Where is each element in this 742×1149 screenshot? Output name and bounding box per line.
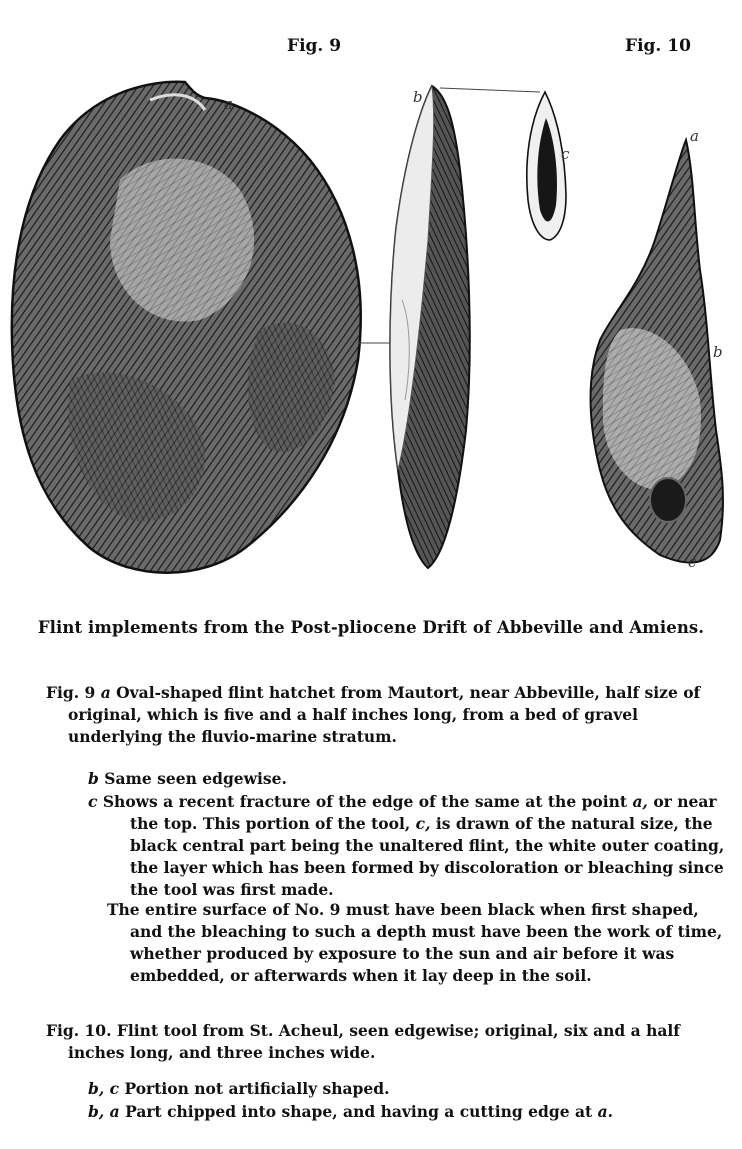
fig9-item-c-point-letter: a, — [632, 792, 648, 811]
fig9-letter-a: a — [224, 95, 233, 113]
fig9-item-c-tool-letter: c, — [415, 814, 431, 833]
fig10-text: Flint tool from St. Acheul, seen edgewise; original, six and a half inches long, and three inches wide. — [68, 1021, 680, 1062]
fig10-flint-tool-drawing — [591, 140, 723, 563]
fig9-text: Oval-shaped flint hatchet from Mautort, near Abbeville, half size of original, which is five and a half inches long, from a bed of gravel underlying the fluvio-marine stratum. — [68, 683, 701, 746]
fig10-letter-b: b — [713, 343, 723, 361]
fig10-item-ba-letters: b, a — [88, 1102, 120, 1121]
fig9-item-c-letter: c — [88, 792, 98, 811]
fig9-letter-c: c — [561, 145, 570, 163]
fig9-item-c-text-pre: Shows a recent fracture of the edge of the same at the point — [102, 792, 628, 811]
fig10-item-ba — [88, 1101, 703, 1123]
fig9-item-c-text-mid: or near the top. This portion of the tool, — [130, 792, 717, 833]
fig9-item-b-text: Same seen edgewise. — [104, 769, 287, 788]
fig9-item-c — [88, 791, 742, 901]
fig9-oval-hatchet-drawing — [12, 82, 361, 573]
fig10-description — [46, 1020, 723, 1064]
fig10-letter-c: c — [688, 553, 697, 571]
fig9-label: Fig. 9 — [287, 36, 342, 56]
fig9-description — [46, 682, 723, 748]
fig9-letter-b: b — [413, 88, 423, 106]
fig9-note: The entire surface of No. 9 must have been black when first shaped, and the bleaching to such a depth must have been the work of time, whether produced by exposure to the sun and air before it was embedded, or afterwards when it lay deep in the soil. — [107, 900, 723, 985]
fig10-item-bc — [88, 1078, 703, 1100]
fig10-lead: Fig. 10. — [46, 1021, 112, 1040]
fig10-item-bc-letters: b, c — [88, 1079, 120, 1098]
fig10-item-bc-text: Portion not artificially shaped. — [124, 1079, 390, 1098]
fig10-item-ba-text-pre: Part chipped into shape, and having a cutting edge at — [125, 1102, 593, 1121]
fig9-item-c-text-post: is drawn of the natural size, the black central part being the unaltered flint, the white outer coating, the layer which has been formed by discoloration or bleaching since the tool was first made. — [130, 814, 725, 899]
figure-caption: Flint implements from the Post-pliocene Drift of Abbeville and Amiens. — [37, 618, 705, 637]
fig10-letter-a: a — [690, 127, 699, 145]
fig10-item-ba-edge-letter: a. — [597, 1102, 614, 1121]
fig9-edgewise-drawing — [390, 86, 470, 568]
fig9-lead-letter: a — [100, 683, 111, 702]
fig9-top-leader-line — [440, 88, 540, 92]
fig9-lead: Fig. 9 — [46, 683, 96, 702]
fig9-fracture-detail-drawing — [527, 92, 566, 240]
fig9-item-b — [88, 768, 742, 790]
fig10-label: Fig. 10 — [625, 36, 691, 56]
fig9-item-b-letter: b — [88, 769, 99, 788]
